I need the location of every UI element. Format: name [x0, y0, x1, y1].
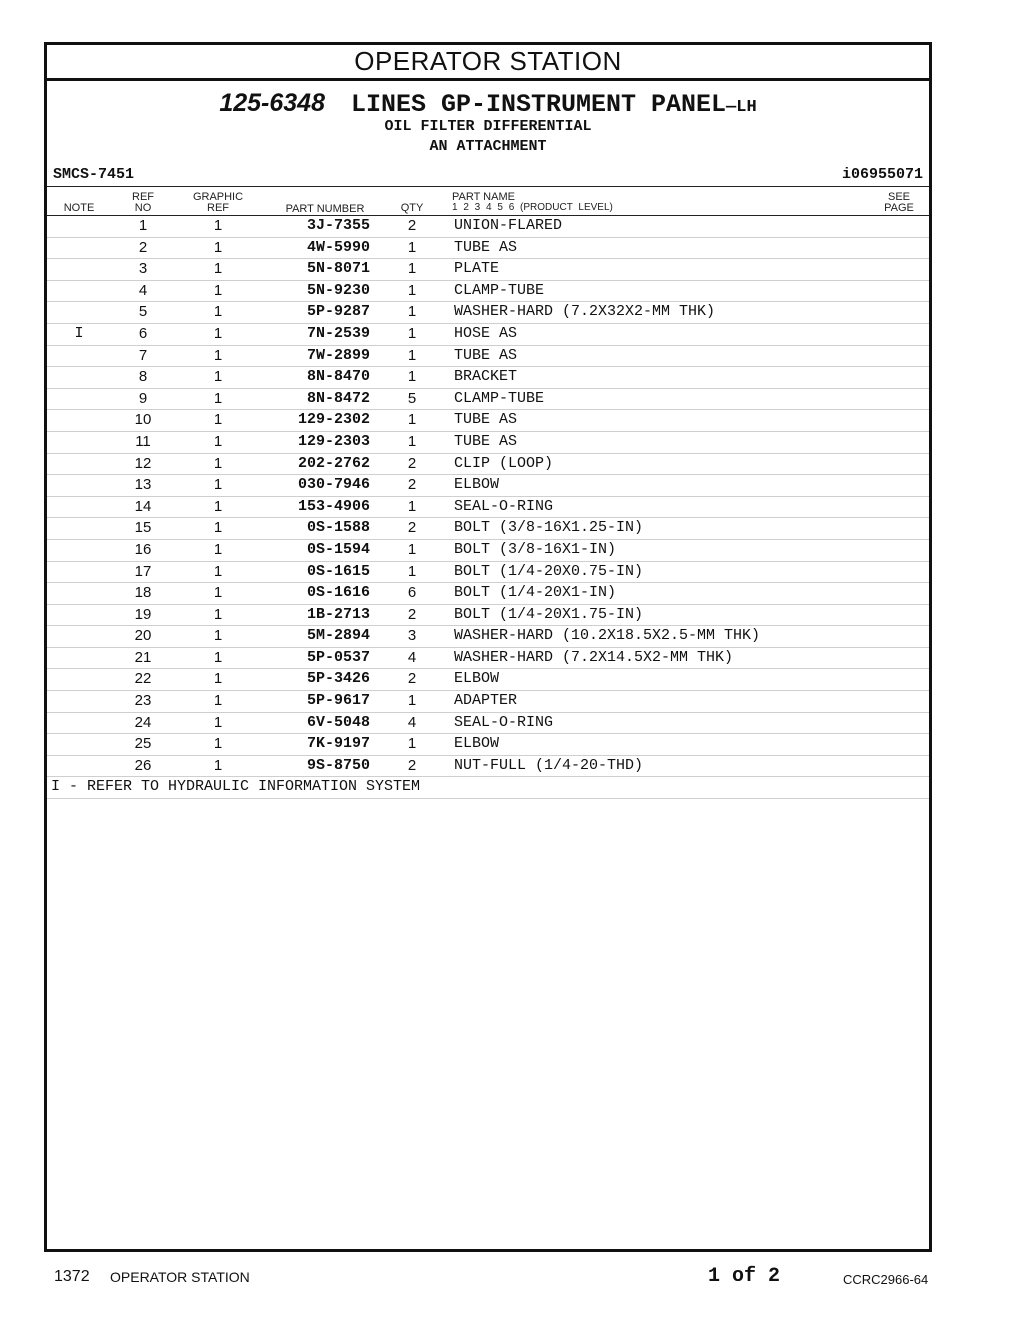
row-part-name: ELBOW: [454, 476, 500, 494]
row-graphic-ref: 1: [213, 648, 223, 666]
row-part-number: 5P-9617: [306, 692, 370, 710]
product-level-header: 1 2 3 4 5 6 (PRODUCT LEVEL): [452, 202, 613, 213]
row-part-number: 5N-9230: [306, 281, 370, 299]
col-part-name-header: PART NAME: [452, 191, 515, 203]
row-ref-no: 11: [135, 432, 151, 450]
table-row: [47, 324, 929, 346]
row-qty: 2: [407, 605, 417, 623]
row-ref-no: 5: [138, 303, 148, 321]
row-qty: 1: [407, 303, 417, 321]
row-ref-no: 21: [134, 648, 152, 666]
row-qty: 1: [407, 346, 417, 364]
row-part-name: WASHER-HARD (10.2X18.5X2.5-MM THK): [454, 627, 761, 645]
row-part-name: BOLT (3/8-16X1-IN): [454, 540, 617, 558]
document-identifier: i06955071: [841, 166, 923, 183]
table-row: [47, 562, 929, 584]
row-part-number: 7W-2899: [306, 346, 370, 364]
row-ref-no: 6: [138, 324, 148, 342]
row-graphic-ref: 1: [213, 454, 223, 472]
col-see-page-header: SEE PAGE: [884, 191, 914, 214]
row-graphic-ref: 1: [213, 713, 223, 731]
row-ref-no: 14: [134, 497, 152, 515]
footer-code: CCRC2966-64: [843, 1272, 929, 1287]
row-qty: 5: [407, 389, 417, 407]
row-part-number: 0S-1588: [306, 519, 370, 537]
row-graphic-ref: 1: [213, 411, 223, 429]
col-graphic-ref-header: GRAPHIC REF: [192, 191, 244, 214]
group-part-number: 125-6348: [219, 89, 325, 117]
footer-page-of: 1 of 2: [708, 1265, 781, 1288]
row-graphic-ref: 1: [213, 303, 223, 321]
row-part-number: 0S-1616: [306, 584, 370, 602]
table-row: [47, 238, 929, 260]
section-title: OPERATOR STATION: [47, 45, 929, 81]
row-graphic-ref: 1: [213, 627, 223, 645]
footer-page-number: 1372: [54, 1268, 90, 1285]
row-qty: 1: [407, 368, 417, 386]
table-row: [47, 648, 929, 670]
col-ref-header: REF NO: [132, 191, 154, 214]
row-part-name: TUBE AS: [454, 411, 518, 429]
row-qty: 1: [407, 735, 417, 753]
row-part-name: TUBE AS: [454, 238, 518, 256]
row-part-name: WASHER-HARD (7.2X14.5X2-MM THK): [454, 648, 734, 666]
row-ref-no: 18: [134, 584, 152, 602]
row-part-number: 9S-8750: [306, 756, 370, 774]
row-graphic-ref: 1: [213, 497, 223, 515]
table-row: [47, 691, 929, 713]
row-part-name: BRACKET: [454, 368, 518, 386]
row-ref-no: 23: [134, 692, 152, 710]
row-note: I: [74, 324, 84, 342]
row-part-name: CLAMP-TUBE: [454, 389, 545, 407]
footer-section: OPERATOR STATION: [110, 1269, 250, 1285]
table-row: [47, 410, 929, 432]
parts-table-body: [47, 216, 929, 799]
row-ref-no: 13: [134, 476, 152, 494]
row-qty: 3: [407, 627, 417, 645]
row-part-name: PLATE: [454, 260, 500, 278]
row-part-number: 030-7946: [297, 476, 370, 494]
row-qty: 2: [407, 519, 417, 537]
table-row: [47, 605, 929, 627]
row-ref-no: 9: [138, 389, 148, 407]
row-part-name: SEAL-O-RING: [454, 497, 554, 515]
row-ref-no: 1: [138, 217, 148, 234]
row-qty: 4: [407, 648, 417, 666]
row-graphic-ref: 1: [213, 476, 223, 494]
row-qty: 1: [407, 432, 417, 450]
row-part-number: 5P-3426: [306, 670, 370, 688]
table-row: [47, 389, 929, 411]
row-part-number: 8N-8470: [306, 368, 370, 386]
table-row: [47, 454, 929, 476]
col-part-number-header: PART NUMBER: [285, 203, 365, 215]
row-part-number: 6V-5048: [306, 713, 370, 731]
row-ref-no: 4: [138, 281, 148, 299]
row-qty: 1: [407, 324, 417, 342]
table-row: [47, 518, 929, 540]
row-graphic-ref: 1: [213, 324, 223, 342]
row-qty: 2: [407, 217, 417, 234]
row-part-number: 5P-0537: [306, 648, 370, 666]
row-ref-no: 2: [138, 238, 148, 256]
row-ref-no: 15: [134, 519, 152, 537]
footnote-row: [47, 777, 929, 799]
row-graphic-ref: 1: [213, 756, 223, 774]
group-suffix: —LH: [726, 98, 757, 117]
row-part-number: 5P-9287: [306, 303, 370, 321]
row-graphic-ref: 1: [213, 260, 223, 278]
row-part-name: SEAL-O-RING: [454, 713, 554, 731]
row-part-name: HOSE AS: [454, 324, 518, 342]
row-part-number: 153-4906: [297, 497, 370, 515]
row-ref-no: 12: [134, 454, 152, 472]
row-graphic-ref: 1: [213, 605, 223, 623]
table-row: [47, 540, 929, 562]
table-row: [47, 346, 929, 368]
row-graphic-ref: 1: [213, 519, 223, 537]
row-part-number: 1B-2713: [306, 605, 370, 623]
row-qty: 1: [407, 281, 417, 299]
row-graphic-ref: 1: [213, 346, 223, 364]
row-ref-no: 8: [138, 368, 148, 386]
row-part-name: BOLT (1/4-20X1-IN): [454, 584, 617, 602]
row-graphic-ref: 1: [213, 238, 223, 256]
row-part-name: CLIP (LOOP): [454, 454, 554, 472]
row-part-number: 0S-1615: [306, 562, 370, 580]
table-row: [47, 367, 929, 389]
group-subtitle-1: OIL FILTER DIFFERENTIAL: [384, 118, 592, 135]
row-part-name: TUBE AS: [454, 432, 518, 450]
row-part-name: NUT-FULL (1/4-20-THD): [454, 756, 644, 774]
row-part-number: 7N-2539: [306, 324, 370, 342]
row-part-number: 0S-1594: [306, 540, 370, 558]
row-ref-no: 16: [134, 540, 152, 558]
row-part-name: CLAMP-TUBE: [454, 281, 545, 299]
table-row: [47, 756, 929, 778]
row-ref-no: 22: [134, 670, 152, 688]
row-part-name: TUBE AS: [454, 346, 518, 364]
row-graphic-ref: 1: [213, 389, 223, 407]
row-graphic-ref: 1: [213, 692, 223, 710]
row-part-number: 5M-2894: [306, 627, 370, 645]
row-part-number: 4W-5990: [306, 238, 370, 256]
row-graphic-ref: 1: [213, 562, 223, 580]
table-row: [47, 302, 929, 324]
row-part-name: BOLT (1/4-20X1.75-IN): [454, 605, 644, 623]
row-part-name: BOLT (1/4-20X0.75-IN): [454, 562, 644, 580]
row-graphic-ref: 1: [213, 217, 223, 234]
row-ref-no: 19: [134, 605, 152, 623]
row-qty: 2: [407, 756, 417, 774]
row-qty: 1: [407, 540, 417, 558]
row-part-number: 129-2303: [297, 432, 370, 450]
row-qty: 2: [407, 454, 417, 472]
row-qty: 1: [407, 562, 417, 580]
row-part-name: ELBOW: [454, 735, 500, 753]
row-part-number: 3J-7355: [306, 217, 370, 234]
group-name: LINES GP-INSTRUMENT PANEL: [350, 90, 727, 119]
row-ref-no: 7: [138, 346, 148, 364]
row-ref-no: 24: [134, 713, 152, 731]
group-subtitle-2: AN ATTACHMENT: [429, 138, 547, 155]
table-row: [47, 475, 929, 497]
row-qty: 2: [407, 670, 417, 688]
row-qty: 2: [407, 476, 417, 494]
row-graphic-ref: 1: [213, 281, 223, 299]
table-row: [47, 713, 929, 735]
row-qty: 4: [407, 713, 417, 731]
row-part-name: WASHER-HARD (7.2X32X2-MM THK): [454, 303, 716, 321]
row-part-name: ELBOW: [454, 670, 500, 688]
table-row: [47, 259, 929, 281]
row-part-number: 8N-8472: [306, 389, 370, 407]
smcs-code: SMCS-7451: [53, 166, 135, 183]
row-part-number: 129-2302: [297, 411, 370, 429]
row-graphic-ref: 1: [213, 584, 223, 602]
table-row: [47, 432, 929, 454]
row-qty: 1: [407, 692, 417, 710]
row-graphic-ref: 1: [213, 540, 223, 558]
row-qty: 1: [407, 497, 417, 515]
row-ref-no: 26: [134, 756, 152, 774]
table-row: [47, 583, 929, 605]
row-ref-no: 25: [134, 735, 152, 753]
col-note-header: NOTE: [63, 202, 95, 214]
col-qty-header: QTY: [400, 202, 424, 214]
row-part-name: ADAPTER: [454, 692, 518, 710]
row-qty: 1: [407, 238, 417, 256]
row-graphic-ref: 1: [213, 670, 223, 688]
row-part-name: UNION-FLARED: [454, 217, 563, 234]
row-graphic-ref: 1: [213, 735, 223, 753]
row-ref-no: 3: [138, 260, 148, 278]
table-row: [47, 669, 929, 691]
row-graphic-ref: 1: [213, 432, 223, 450]
table-row: [47, 626, 929, 648]
row-part-number: 202-2762: [297, 454, 370, 472]
row-qty: 6: [407, 584, 417, 602]
table-row: [47, 734, 929, 756]
header-rule: [47, 186, 929, 187]
footnote-text: I - REFER TO HYDRAULIC INFORMATION SYSTEM: [51, 778, 421, 796]
row-qty: 1: [407, 260, 417, 278]
row-ref-no: 10: [134, 411, 152, 429]
row-part-number: 7K-9197: [306, 735, 370, 753]
row-part-number: 5N-8071: [306, 260, 370, 278]
parts-page-frame: [44, 42, 932, 1252]
row-graphic-ref: 1: [213, 368, 223, 386]
table-row: [47, 281, 929, 303]
table-row: [47, 216, 929, 238]
row-qty: 1: [407, 411, 417, 429]
row-ref-no: 17: [134, 562, 152, 580]
row-ref-no: 20: [134, 627, 152, 645]
table-row: [47, 497, 929, 519]
row-part-name: BOLT (3/8-16X1.25-IN): [454, 519, 644, 537]
